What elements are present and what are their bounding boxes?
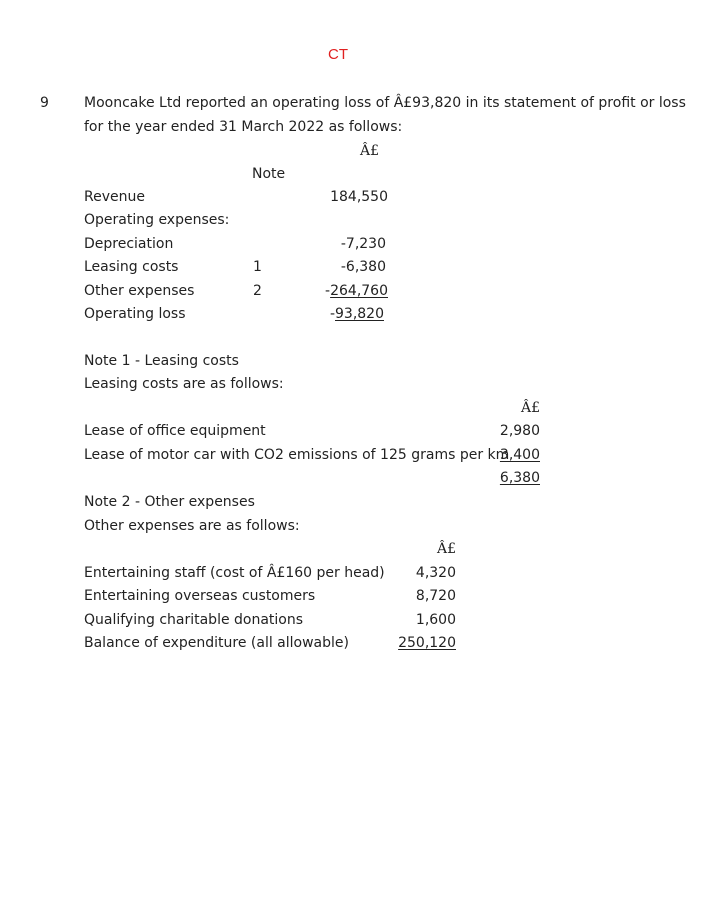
note1-currency-header: Â£ (521, 400, 541, 416)
note2-row-amount: 1,600 (415, 612, 456, 628)
note1-row-amount: 2,980 (499, 423, 540, 439)
pl-note-header: Note (252, 166, 286, 182)
note2-row-amount: 4,320 (415, 565, 456, 581)
pl-currency-header: Â£ (360, 143, 380, 159)
note1-total: 6,380 (499, 470, 540, 486)
note1-intro: Leasing costs are as follows: (84, 376, 284, 392)
note1-row-label: Lease of office equipment (84, 423, 266, 439)
note2-row-label: Entertaining staff (cost of Â£160 per head) (84, 565, 385, 581)
note2-currency-header: Â£ (437, 541, 457, 557)
pl-row-label: Operating expenses: (84, 212, 230, 228)
pl-row-amount: -6,380 (340, 259, 386, 275)
pl-row-label: Revenue (84, 189, 145, 205)
pl-row-amount: -264,760 (325, 283, 388, 299)
note2-row-label: Balance of expenditure (all allowable) (84, 635, 349, 651)
note1-row-amount: 3,400 (499, 447, 540, 463)
note1-title: Note 1 - Leasing costs (84, 353, 239, 369)
note2-intro: Other expenses are as follows: (84, 518, 300, 534)
question-text-line2: for the year ended 31 March 2022 as follows: (84, 119, 403, 135)
note2-title: Note 2 - Other expenses (84, 494, 255, 510)
pl-row-label: Other expenses (84, 283, 195, 299)
question-text-line1: Mooncake Ltd reported an operating loss of Â£93,820 in its statement of profit or loss (84, 95, 686, 111)
pl-row-amount: -93,820 (329, 306, 384, 322)
note1-row-label: Lease of motor car with CO2 emissions of 125 grams per km (84, 447, 510, 463)
note2-row-amount: 250,120 (398, 635, 456, 651)
pl-row-note: 2 (253, 283, 262, 299)
pl-row-amount: -7,230 (340, 236, 386, 252)
pl-row-label: Operating loss (84, 306, 186, 322)
header-code: CT (328, 46, 348, 63)
pl-row-note: 1 (253, 259, 262, 275)
question-number: 9 (40, 95, 49, 111)
note2-row-amount: 8,720 (415, 588, 456, 604)
note2-row-label: Qualifying charitable donations (84, 612, 304, 628)
pl-row-amount: 184,550 (330, 189, 388, 205)
pl-row-label: Depreciation (84, 236, 174, 252)
note2-row-label: Entertaining overseas customers (84, 588, 316, 604)
pl-row-label: Leasing costs (84, 259, 179, 275)
